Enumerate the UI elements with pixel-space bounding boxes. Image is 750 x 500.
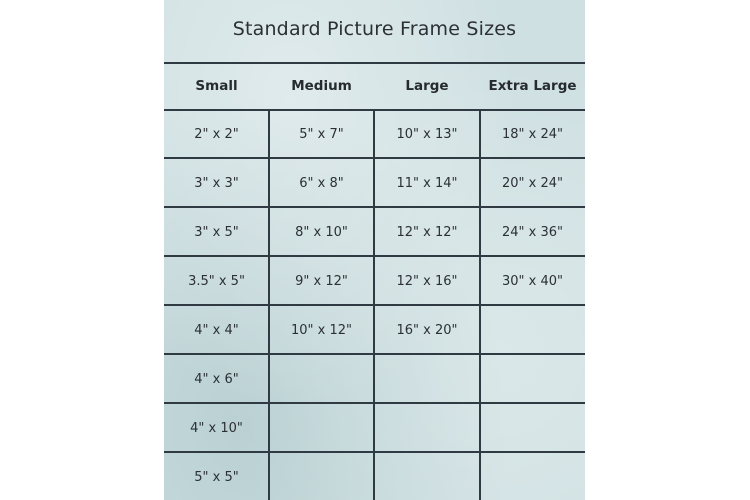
table-cell — [269, 453, 374, 500]
column-header-extra-large: Extra Large — [488, 78, 577, 94]
table-cell: 24" x 36" — [501, 224, 563, 240]
table-cell: 10" x 13" — [396, 126, 458, 142]
column-header-medium: Medium — [291, 78, 352, 94]
table-cell: 5" x 7" — [299, 126, 344, 142]
table-cell — [374, 453, 480, 500]
table-cell: 3.5" x 5" — [188, 273, 245, 289]
table-cell — [480, 355, 585, 403]
table-cell: 8" x 10" — [295, 224, 348, 240]
table-cell: 4" x 10" — [190, 420, 243, 436]
table-cell: 4" x 6" — [194, 371, 239, 387]
table-cell: 18" x 24" — [501, 126, 563, 142]
table-cell: 11" x 14" — [396, 175, 458, 191]
table-cell — [374, 404, 480, 452]
table-cell — [269, 404, 374, 452]
table-cell: 12" x 16" — [396, 273, 458, 289]
table-cell: 4" x 4" — [194, 322, 239, 338]
table-cell: 10" x 12" — [290, 322, 352, 338]
table-cell: 16" x 20" — [396, 322, 458, 338]
table-cell: 20" x 24" — [501, 175, 563, 191]
table-cell: 6" x 8" — [299, 175, 344, 191]
table-cell: 12" x 12" — [396, 224, 458, 240]
size-table — [164, 62, 585, 500]
frame-size-chart — [164, 0, 585, 500]
table-cell — [269, 355, 374, 403]
table-cell: 30" x 40" — [501, 273, 563, 289]
table-cell — [374, 355, 480, 403]
chart-title: Standard Picture Frame Sizes — [232, 18, 517, 40]
table-cell: 9" x 12" — [295, 273, 348, 289]
table-cell: 3" x 3" — [194, 175, 239, 191]
table-cell — [480, 453, 585, 500]
table-cell: 2" x 2" — [194, 126, 239, 142]
table-cell — [480, 306, 585, 354]
column-header-large: Large — [405, 78, 449, 94]
table-cell — [480, 404, 585, 452]
table-cell: 5" x 5" — [194, 469, 239, 485]
table-cell: 3" x 5" — [194, 224, 239, 240]
column-header-small: Small — [195, 78, 238, 94]
